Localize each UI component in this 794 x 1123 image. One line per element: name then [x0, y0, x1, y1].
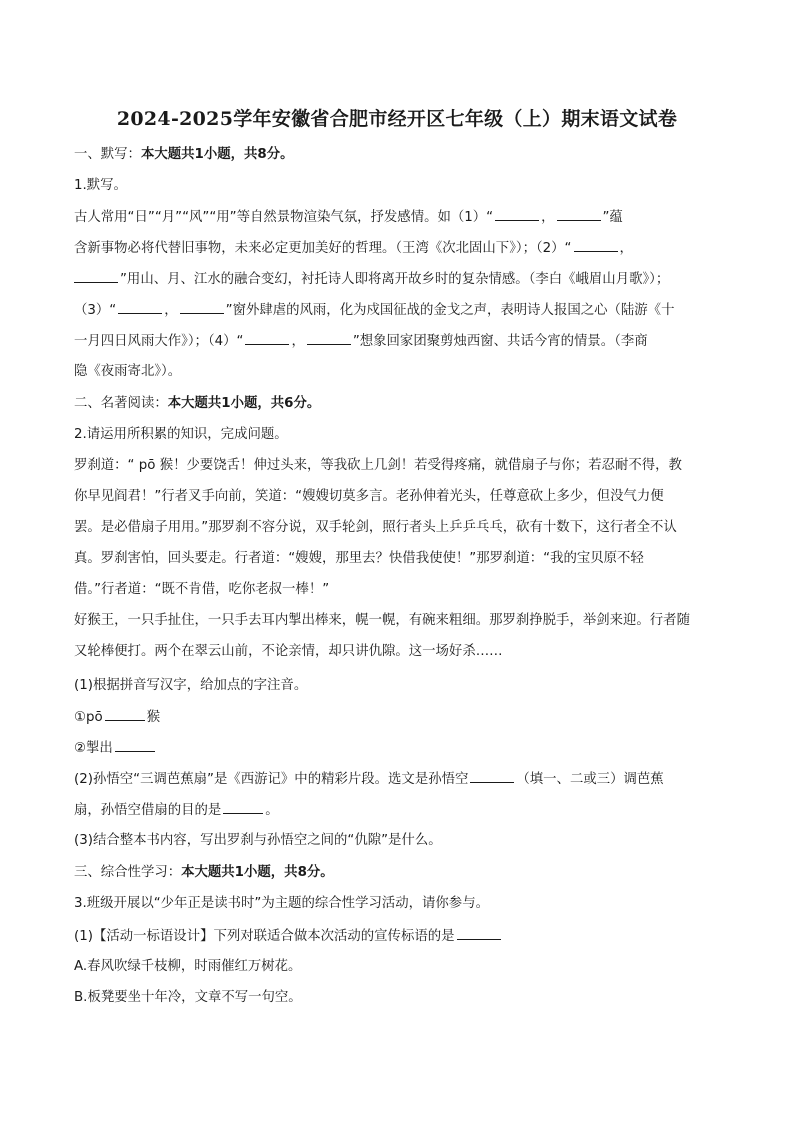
- answer-blank[interactable]: [245, 332, 289, 345]
- text-segment: 一月四日风雨大作》）；（4）“: [74, 334, 244, 349]
- question-1-line-3: [74, 270, 669, 289]
- passage-line: 你早见阎君！”行者叉手向前，笑道：“嫂嫂切莫多言。老孙伸着光头，任尊意砍上多少，但没气力便: [74, 489, 664, 504]
- question-1-head: 1.默写。: [74, 178, 127, 193]
- subquestion-2-2: [74, 770, 664, 789]
- section-name: 二、名著阅读：: [74, 396, 168, 411]
- passage-line: 又轮棒便打。两个在翠云山前，不论亲情，却只讲仇隙。这一场好杀……: [74, 644, 503, 659]
- text-segment: 古人常用“日”“月”“风”“用”等自然景物渲染气氛，抒发感情。如（1）“: [74, 210, 494, 225]
- option-b: B.板凳要坐十年冷，文章不写一句空。: [74, 990, 302, 1005]
- text-segment: ”窗外肆虐的风雨，化为戍国征战的金戈之声，表明诗人报国之心（陆游《十: [225, 303, 675, 318]
- answer-blank[interactable]: [495, 208, 539, 221]
- question-3-head: 3.班级开展以“少年正是读书时”为主题的综合性学习活动，请你参与。: [74, 896, 489, 911]
- answer-blank[interactable]: [557, 208, 601, 221]
- answer-blank[interactable]: [118, 301, 162, 314]
- passage-line: 罢。是必借扇子用用。”那罗刹不容分说，双手轮剑，照行者头上乒乒乓乓，砍有十数下，这行者全不认: [74, 520, 677, 535]
- subquestion-2-1-b: [74, 739, 157, 758]
- question-1-line-1: [74, 208, 623, 227]
- answer-blank[interactable]: [74, 270, 118, 283]
- subquestion-2-2-cont: [74, 801, 279, 820]
- text-segment: ，: [164, 303, 178, 318]
- question-1-line-5: [74, 332, 648, 351]
- question-1-line-4: [74, 301, 674, 320]
- answer-blank[interactable]: [180, 301, 224, 314]
- option-a: A.春风吹绿千枝柳，时雨催红万树花。: [74, 959, 302, 974]
- answer-blank[interactable]: [115, 739, 155, 752]
- subquestion-2-1-a: [74, 708, 160, 727]
- text-segment: (1)【活动一标语设计】下列对联适合做本次活动的宣传标语的是: [74, 929, 455, 944]
- section-heading-2: [74, 395, 320, 413]
- section-name: 三、综合性学习：: [74, 865, 182, 880]
- text-segment: （3）“: [74, 303, 117, 318]
- question-1-line-6: 隐《夜雨寄北》）。: [74, 364, 182, 379]
- text-segment: ，: [291, 334, 305, 349]
- answer-blank[interactable]: [105, 708, 145, 721]
- answer-blank[interactable]: [307, 332, 351, 345]
- question-1-line-2: [74, 239, 633, 258]
- section-name: 一、默写：: [74, 147, 141, 162]
- section-desc: 本大题共1小题，共6分。: [167, 396, 321, 411]
- text-segment: 。: [265, 803, 279, 818]
- answer-blank[interactable]: [457, 927, 501, 940]
- answer-blank[interactable]: [574, 239, 618, 252]
- text-segment: 含新事物必将代替旧事物，未来必定更加美好的哲理。（王湾《次北固山下》）；（2）“: [74, 241, 572, 256]
- passage-line: 借。”行者道：“既不肯借，吃你老叔一棒！”: [74, 582, 330, 597]
- passage-line: 好猴王，一只手扯住，一只手去耳内掣出棒来，幌一幌，有碗来粗细。那罗刹挣脱手，举剑来迎。行者随: [74, 613, 690, 628]
- page-title: 2024-2025学年安徽省合肥市经开区七年级（上）期末语文试卷: [116, 108, 678, 130]
- subquestion-2-1: (1)根据拼音写汉字，给加点的字注音。: [74, 678, 308, 693]
- text-segment: (2)孙悟空“三调芭蕉扇”是《西游记》中的精彩片段。选文是孙悟空: [74, 772, 469, 787]
- text-segment: 扇，孙悟空借扇的目的是: [74, 803, 222, 818]
- text-segment: ”蕴: [602, 210, 623, 225]
- section-desc: 本大题共1小题，共8分。: [181, 865, 334, 880]
- section-heading-3: [74, 864, 334, 882]
- answer-blank[interactable]: [223, 801, 263, 814]
- passage-line: 罗刹道：“ pō 猴！少要饶舌！伸过头来，等我砍上几剑！若受得疼痛，就借扇子与你；若忍耐不得，教: [74, 458, 682, 473]
- passage-line: 真。罗刹害怕，回头要走。行者道：“嫂嫂，那里去？快借我使使！”那罗刹道：“我的宝贝原不轻: [74, 551, 644, 566]
- text-segment: （填一、二或三）调芭蕉: [516, 772, 664, 787]
- section-desc: 本大题共1小题，共8分。: [140, 147, 294, 162]
- answer-blank[interactable]: [470, 770, 514, 783]
- text-segment: ”想象回家团聚剪烛西窗、共话今宵的情景。（李商: [352, 334, 648, 349]
- text-segment: 猴: [146, 710, 161, 725]
- text-segment: ①pō: [74, 710, 103, 725]
- text-segment: ”用山、月、江水的融合变幻，衬托诗人即将离开故乡时的复杂情感。（李白《峨眉山月歌》）；: [120, 272, 670, 287]
- question-2-head: 2.请运用所积累的知识，完成问题。: [74, 427, 288, 442]
- section-heading-1: [74, 146, 294, 164]
- text-segment: ，: [541, 210, 555, 225]
- text-segment: ②掣出: [74, 741, 113, 756]
- subquestion-3-1: [74, 927, 503, 946]
- text-segment: ，: [619, 241, 633, 256]
- subquestion-2-3: (3)结合整本书内容，写出罗刹与孙悟空之间的“仇隙”是什么。: [74, 833, 442, 848]
